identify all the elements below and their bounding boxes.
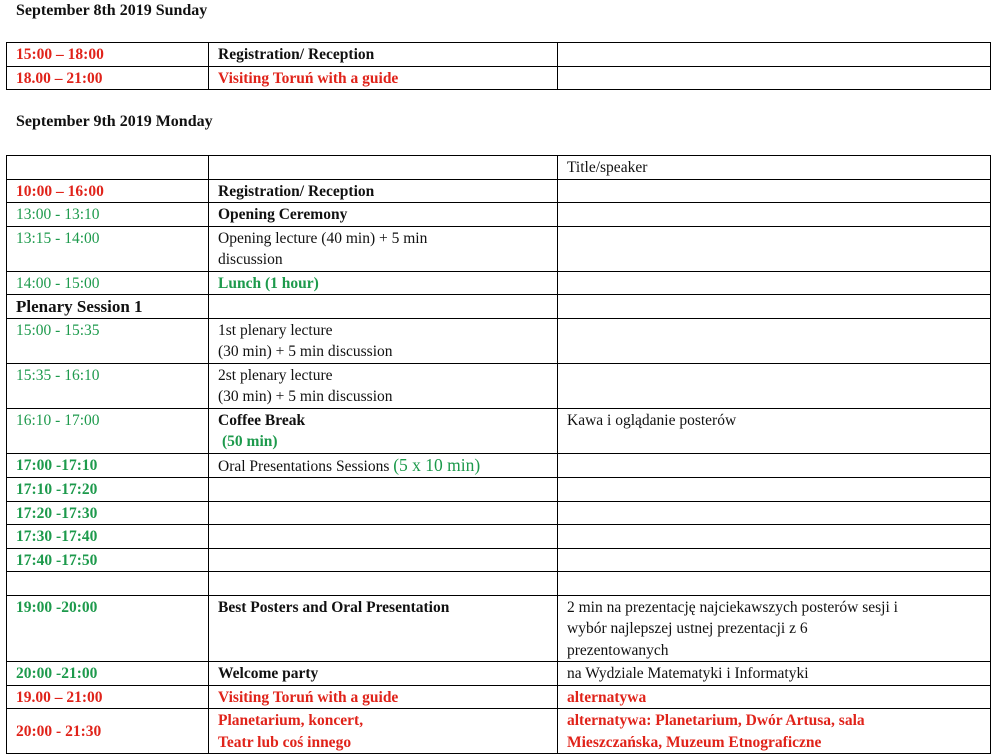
table-row <box>7 685 991 709</box>
event-cell: Visiting Toruń with a guide <box>209 685 558 709</box>
note-cell <box>558 595 991 662</box>
event-cell <box>209 501 558 525</box>
table-row <box>7 709 991 754</box>
table-row <box>7 525 991 549</box>
time-cell: 15:00 - 15:35 <box>7 318 209 363</box>
note-cell <box>558 66 991 90</box>
event-text: Oral Presentations Sessions <box>218 457 390 475</box>
table-row <box>7 408 991 453</box>
note-cell <box>558 478 991 502</box>
event-cell <box>209 572 558 596</box>
day1-schedule-table <box>6 42 991 90</box>
day2-schedule-table <box>6 155 991 754</box>
time-cell: 13:00 - 13:10 <box>7 203 209 227</box>
time-cell: 15:35 - 16:10 <box>7 363 209 408</box>
time-cell: 13:15 - 14:00 <box>7 226 209 271</box>
event-cell <box>209 408 558 453</box>
time-cell: 14:00 - 15:00 <box>7 271 209 295</box>
note-cell <box>558 295 991 319</box>
event-line: Opening lecture (40 min) + 5 min <box>218 229 428 247</box>
note-cell <box>558 363 991 408</box>
table-row <box>7 501 991 525</box>
note-cell <box>558 572 991 596</box>
note-line: Mieszczańska, Muzeum Etnograficzne <box>567 733 822 751</box>
table-row <box>7 66 991 90</box>
event-cell <box>209 226 558 271</box>
note-line: 2 min na prezentację najciekawszych posterów sesji i <box>567 598 898 616</box>
note-cell <box>558 226 991 271</box>
note-cell <box>558 271 991 295</box>
event-line: Coffee Break <box>218 411 306 429</box>
table-row <box>7 548 991 572</box>
note-cell <box>558 709 991 754</box>
time-cell <box>7 572 209 596</box>
table-row <box>7 363 991 408</box>
day1-heading: September 8th 2019 Sunday <box>16 2 208 19</box>
event-cell: Registration/ Reception <box>209 179 558 203</box>
table-row <box>7 318 991 363</box>
event-header-cell <box>209 156 558 180</box>
table-row <box>7 662 991 686</box>
note-cell: Kawa i oglądanie posterów <box>558 408 991 453</box>
table-row <box>7 43 991 67</box>
table-row <box>7 203 991 227</box>
note-line: wybór najlepszej ustnej prezentacji z 6 <box>567 620 808 637</box>
note-header-cell: Title/speaker <box>558 156 991 180</box>
table-header-row <box>7 156 991 180</box>
note-cell <box>558 43 991 67</box>
event-cell <box>209 453 558 478</box>
event-line: Planetarium, koncert, <box>218 712 364 729</box>
time-cell: 10:00 – 16:00 <box>7 179 209 203</box>
event-cell <box>209 478 558 502</box>
event-line: (30 min) + 5 min discussion <box>218 388 393 405</box>
event-cell: Best Posters and Oral Presentation <box>209 595 558 662</box>
event-cell: Registration/ Reception <box>209 43 558 67</box>
section-row <box>7 295 991 319</box>
event-line: Teatr lub coś innego <box>218 733 352 751</box>
event-cell: Visiting Toruń with a guide <box>209 66 558 90</box>
note-cell <box>558 318 991 363</box>
time-cell: 20:00 -21:00 <box>7 662 209 686</box>
note-cell <box>558 548 991 572</box>
note-cell <box>558 179 991 203</box>
note-cell <box>558 501 991 525</box>
event-cell <box>209 295 558 319</box>
table-row <box>7 271 991 295</box>
event-line: (50 min) <box>222 433 278 450</box>
time-cell: 17:30 -17:40 <box>7 525 209 549</box>
note-line: alternatywa: Planetarium, Dwór Artusa, sala <box>567 712 865 729</box>
event-cell <box>209 318 558 363</box>
event-cell: Welcome party <box>209 662 558 686</box>
note-cell: na Wydziale Matematyki i Informatyki <box>558 662 991 686</box>
time-cell: 15:00 – 18:00 <box>7 43 209 67</box>
table-row <box>7 478 991 502</box>
time-cell: 17:10 -17:20 <box>7 478 209 502</box>
table-row <box>7 453 991 478</box>
table-row <box>7 595 991 662</box>
event-duration: (5 x 10 min) <box>393 454 481 475</box>
time-cell: 16:10 - 17:00 <box>7 408 209 453</box>
note-cell <box>558 453 991 478</box>
event-line: 2st plenary lecture <box>218 366 333 384</box>
event-cell <box>209 525 558 549</box>
note-cell: alternatywa <box>558 685 991 709</box>
event-line: (30 min) + 5 min discussion <box>218 343 393 360</box>
section-title-cell: Plenary Session 1 <box>7 295 209 319</box>
time-header-cell <box>7 156 209 180</box>
note-cell <box>558 525 991 549</box>
day2-heading: September 9th 2019 Monday <box>16 113 213 130</box>
table-row <box>7 226 991 271</box>
table-row <box>7 179 991 203</box>
event-line: discussion <box>218 251 283 268</box>
table-row <box>7 572 991 596</box>
event-cell <box>209 363 558 408</box>
note-line: prezentowanych <box>567 641 669 659</box>
event-cell <box>209 548 558 572</box>
time-cell: 17:40 -17:50 <box>7 548 209 572</box>
time-cell: 18.00 – 21:00 <box>7 66 209 90</box>
event-cell: Lunch (1 hour) <box>209 271 558 295</box>
event-cell <box>209 709 558 754</box>
note-cell <box>558 203 991 227</box>
time-cell: 17:00 -17:10 <box>7 453 209 478</box>
event-cell: Opening Ceremony <box>209 203 558 227</box>
event-line: 1st plenary lecture <box>218 321 333 339</box>
time-cell: 19.00 – 21:00 <box>7 685 209 709</box>
time-cell: 20:00 - 21:30 <box>7 709 209 754</box>
time-cell: 19:00 -20:00 <box>7 595 209 662</box>
time-cell: 17:20 -17:30 <box>7 501 209 525</box>
